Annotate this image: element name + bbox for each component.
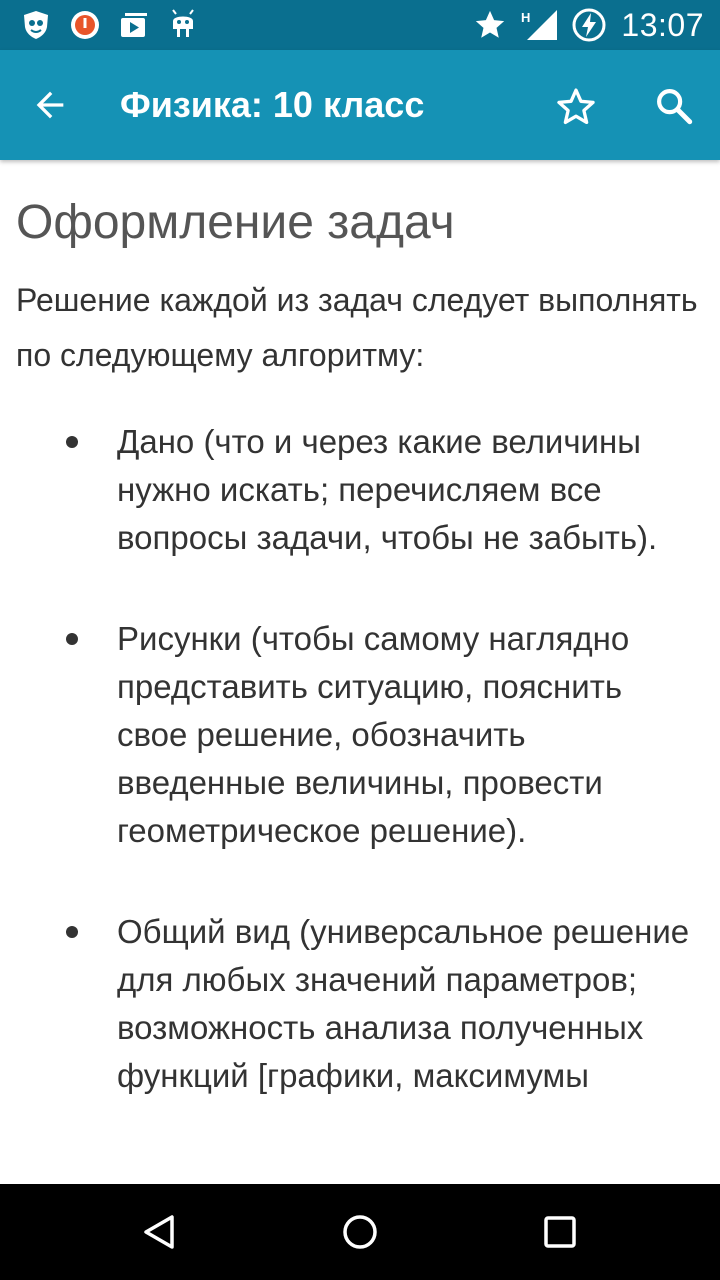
bullet-list — [0, 418, 720, 1153]
nav-recents-icon — [540, 1212, 580, 1252]
navigation-bar — [0, 1184, 720, 1280]
record-app-icon — [69, 9, 101, 41]
app-title: Физика: 10 класс — [120, 84, 425, 125]
list-item — [0, 418, 720, 562]
star-outline-icon — [554, 85, 598, 129]
media-app-icon — [118, 9, 150, 41]
bullet-icon — [66, 436, 78, 448]
list-item — [0, 908, 720, 1100]
app-bar — [0, 50, 720, 160]
star-icon — [473, 8, 507, 42]
notification-icons — [20, 9, 199, 41]
search-button[interactable] — [646, 78, 702, 134]
bullet-icon — [66, 633, 78, 645]
battery-charging-icon — [571, 7, 607, 43]
search-icon — [653, 85, 695, 127]
system-icons — [473, 8, 704, 42]
list-item-text: Рисунки (чтобы самому наглядно представить ситуацию, пояснить свое решение, обозначить введенные величины, провести геометрическое решение). — [117, 620, 630, 849]
list-item-text: Общий вид (универсальное решение для любых значений параметров; возможность анализа полученных функций [графики, максимумы — [117, 913, 690, 1094]
nav-home-button[interactable] — [324, 1196, 396, 1268]
signal-icon — [517, 8, 561, 42]
nav-back-icon — [140, 1212, 180, 1252]
article-content[interactable] — [0, 160, 720, 1184]
status-bar — [0, 0, 720, 50]
list-item — [0, 615, 720, 855]
back-button[interactable] — [22, 77, 78, 133]
nav-recents-button[interactable] — [524, 1196, 596, 1268]
arrow-back-icon — [30, 85, 70, 125]
network-type-label: H — [521, 10, 531, 25]
nav-back-button[interactable] — [124, 1196, 196, 1268]
article-heading: Оформление задач — [16, 196, 455, 249]
android-bug-icon — [167, 9, 199, 41]
status-time: 13:07 — [621, 6, 704, 43]
bullet-icon — [66, 926, 78, 938]
nav-home-icon — [340, 1212, 380, 1252]
article-intro: Решение каждой из задач следует выполнять по следующему алгоритму: — [16, 282, 698, 373]
list-item-text: Дано (что и через какие величины нужно искать; перечисляем все вопросы задачи, чтобы не забыть). — [117, 423, 658, 556]
shield-app-icon — [20, 9, 52, 41]
favorite-button[interactable] — [548, 79, 604, 135]
